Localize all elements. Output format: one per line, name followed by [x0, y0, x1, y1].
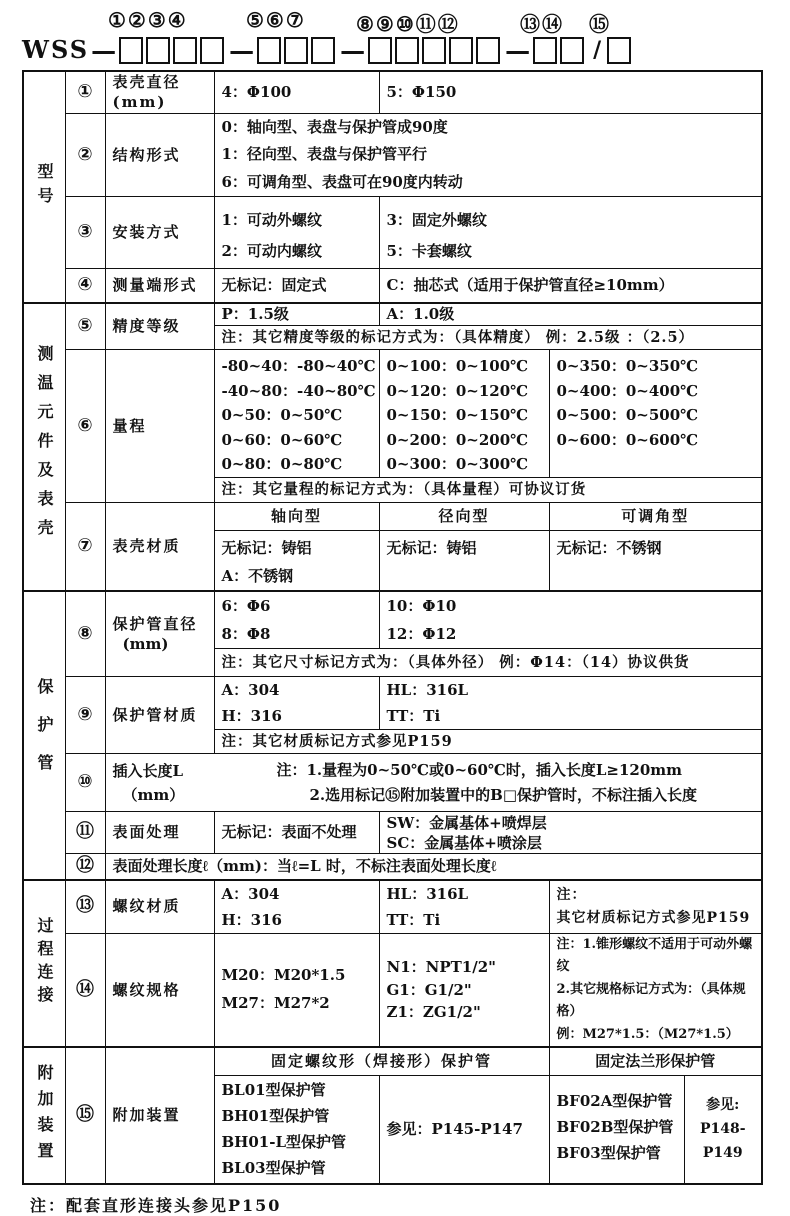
model-prefix: WSS	[22, 35, 90, 64]
item10-number: ⑩	[65, 754, 105, 812]
tube-model: BH01型保护管	[221, 1107, 330, 1126]
dash-separator: —	[91, 35, 117, 65]
code-box	[368, 37, 392, 64]
item15-number: ⑮	[65, 1047, 105, 1184]
item9-options-left	[214, 677, 379, 730]
item13-options-left	[214, 880, 379, 934]
code-box	[476, 37, 500, 64]
code-box	[449, 37, 473, 64]
item3-option1: 1：可动外螺纹	[221, 211, 322, 229]
item13-note-line: 注：	[556, 887, 587, 903]
item3-name: 安装方式	[105, 197, 214, 269]
item14-note	[549, 933, 762, 1047]
group-accessory	[23, 1047, 65, 1184]
item11-number: ⑪	[65, 812, 105, 854]
range-option: 0~60：0~60℃	[221, 430, 343, 449]
page	[0, 8, 790, 1215]
item11-name: 表面处理	[105, 812, 214, 854]
item5-option2: A：1.0级	[379, 303, 762, 326]
item15-col1	[214, 1075, 379, 1184]
item12-text: 表面处理长度ℓ（mm)：当ℓ=L 时，不标注表面处理长度ℓ	[105, 854, 762, 880]
item10-name	[113, 759, 209, 807]
item14-note-line: 2.其它规格标记方式为：（具体规格）	[556, 981, 746, 1019]
range-option: 0~350：0~350℃	[556, 357, 699, 375]
item9-option: H：316	[221, 707, 282, 725]
item7-option: 无标记：不锈钢	[556, 538, 662, 557]
item11-options-right	[379, 812, 762, 854]
range-option: 0~600：0~600℃	[556, 430, 699, 449]
dash-separator: —	[505, 35, 531, 65]
item9-note: 注：其它材质标记方式参见P159	[214, 730, 762, 754]
item4-option1: 无标记：固定式	[214, 269, 379, 303]
item2-options	[214, 113, 762, 197]
item1-name: 表壳直径(mm)	[105, 71, 214, 113]
item11-option: SC：金属基体+喷涂层	[386, 833, 542, 852]
code-box	[284, 37, 308, 64]
range-option: 0~150：0~150℃	[386, 406, 529, 424]
item8-name-line1: 保护管直径	[112, 614, 198, 633]
digit-group-2: ⑤⑥⑦	[246, 8, 306, 32]
tube-model: BL03型保护管	[221, 1159, 326, 1178]
item14-number: ⑭	[65, 933, 105, 1047]
item8-option: 12：Φ12	[386, 624, 457, 643]
range-option: 0~200：0~200℃	[386, 430, 529, 449]
item7-header-adjustable: 可调角型	[549, 502, 762, 530]
item13-number: ⑬	[65, 880, 105, 934]
item6-range-col1	[214, 350, 379, 478]
item7-col1	[214, 530, 379, 591]
code-box	[607, 37, 631, 64]
item14-options-mid	[379, 933, 549, 1047]
item13-option: A：304	[221, 884, 280, 903]
range-option: 0~500：0~500℃	[556, 406, 699, 424]
code-box	[119, 37, 143, 64]
item8-number: ⑧	[65, 591, 105, 677]
range-option: 0~300：0~300℃	[386, 455, 529, 473]
item2-name: 结构形式	[105, 113, 214, 197]
item3-options-left	[214, 197, 379, 269]
item2-option3: 6：可调角型、表盘可在90度内转动	[221, 172, 463, 191]
item14-option: N1：NPT1/2"	[386, 958, 496, 976]
item8-options-right	[379, 591, 762, 649]
item9-name: 保护管材质	[105, 677, 214, 754]
item6-range-col2	[379, 350, 549, 478]
digit-group-3: ⑧⑨⑩⑪⑫	[356, 12, 460, 36]
selection-spec-table	[22, 70, 763, 1185]
range-option: -80~40：-80~40℃	[221, 357, 376, 375]
item8-option: 10：Φ10	[386, 596, 457, 615]
item14-note-line: 例：M27*1.5：（M27*1.5）	[556, 1026, 739, 1042]
item14-note-line: 注：1.锥形螺纹不适用于可动外螺纹	[556, 936, 753, 974]
item11-option1: 无标记：表面不处理	[214, 812, 379, 854]
item13-option: HL：316L	[386, 884, 469, 903]
item6-name: 量程	[105, 350, 214, 503]
item3-option3: 3：固定外螺纹	[386, 211, 487, 229]
item15-col3	[549, 1075, 684, 1184]
item14-options-left	[214, 933, 379, 1047]
item6-number: ⑥	[65, 350, 105, 503]
slash-separator: /	[593, 37, 602, 63]
code-box	[311, 37, 335, 64]
item4-number: ④	[65, 269, 105, 303]
item14-option: M20：M20*1.5	[221, 966, 346, 985]
item6-range-col3	[549, 350, 762, 478]
code-box-group-5	[607, 37, 634, 64]
code-box	[146, 37, 170, 64]
item8-name-line2: (mm)	[122, 634, 169, 653]
item13-option: H：316	[221, 910, 282, 929]
item13-note	[549, 880, 762, 934]
item1-option1: 4：Φ100	[214, 71, 379, 113]
code-box	[533, 37, 557, 64]
item7-option: 无标记：铸铝	[386, 538, 477, 557]
item14-option: Z1：ZG1/2"	[386, 1003, 481, 1021]
tube-model: BL01型保护管	[221, 1081, 326, 1100]
item7-header-radial: 径向型	[379, 502, 549, 530]
item4-option2: C：抽芯式（适用于保护管直径≥10mm）	[379, 269, 762, 303]
code-box	[257, 37, 281, 64]
range-option: -40~80：-40~80℃	[221, 381, 376, 400]
range-option: 0~120：0~120℃	[386, 381, 529, 400]
item5-note: 注：其它精度等级的标记方式为：（具体精度） 例：2.5级 ：（2.5）	[214, 326, 762, 350]
item3-option2: 2：可动内螺纹	[221, 242, 322, 260]
group-tube-label: 保护管	[35, 678, 55, 792]
item8-name	[105, 591, 214, 677]
item14-name: 螺纹规格	[105, 933, 214, 1047]
item6-note: 注：其它量程的标记方式为：（具体量程）可协议订货	[214, 477, 762, 502]
item8-option: 6：Φ6	[221, 596, 271, 615]
item15-header-flanged: 固定法兰形保护管	[549, 1047, 762, 1075]
item7-col2	[379, 530, 549, 591]
item2-option1: 0：轴向型、表盘与保护管成90度	[221, 117, 448, 136]
item10-cell	[105, 754, 762, 812]
item1-number: ①	[65, 71, 105, 113]
item5-option1: P：1.5级	[214, 303, 379, 326]
item13-note-line: 其它材质标记方式参见P159	[556, 909, 751, 926]
code-box	[395, 37, 419, 64]
code-box-group-4	[533, 37, 587, 64]
code-box-group-2	[257, 37, 338, 64]
item15-name: 附加装置	[105, 1047, 214, 1184]
item15-header-threaded: 固定螺纹形（焊接形）保护管	[214, 1047, 549, 1075]
item7-option: 无标记：铸铝	[221, 538, 312, 557]
item5-number: ⑤	[65, 303, 105, 350]
group-element-case	[23, 303, 65, 591]
code-box	[173, 37, 197, 64]
item8-options-left	[214, 591, 379, 649]
item11-option: SW：金属基体+喷焊层	[386, 813, 547, 832]
item14-option: G1：G1/2"	[386, 980, 472, 999]
item8-note: 注：其它尺寸标记方式为：（具体外径） 例：Φ14：（14）协议供货	[214, 649, 762, 677]
code-box-group-1	[119, 37, 227, 64]
item13-name: 螺纹材质	[105, 880, 214, 934]
item3-option4: 5：卡套螺纹	[386, 242, 472, 260]
dash-separator: —	[229, 35, 255, 65]
item10-note-line1: 注：1.量程为0~50℃或0~60℃时，插入长度L≥120mm	[276, 760, 683, 779]
item9-option: HL：316L	[386, 681, 469, 699]
item10-note-line2: 2.选用标记⑮附加装置中的B□保护管时，不标注插入长度	[309, 785, 698, 804]
item4-name: 测量端形式	[105, 269, 214, 303]
item13-option: TT：Ti	[386, 910, 441, 929]
group-model	[23, 71, 65, 303]
group-model-label: 型号	[35, 162, 55, 211]
ordering-code-line	[22, 35, 790, 65]
code-box	[200, 37, 224, 64]
code-box	[422, 37, 446, 64]
tube-model: BF02A型保护管	[556, 1091, 673, 1110]
item3-options-right	[379, 197, 762, 269]
code-box	[560, 37, 584, 64]
tube-model: BF02B型保护管	[556, 1117, 674, 1136]
item10-note	[277, 758, 698, 808]
digit-group-4: ⑬⑭	[520, 12, 564, 36]
tube-model: BH01-L型保护管	[221, 1133, 346, 1152]
item8-option: 8：Φ8	[221, 624, 271, 643]
item15-ref-flanged	[684, 1075, 762, 1184]
item9-option: TT：Ti	[386, 707, 441, 725]
item9-options-right	[379, 677, 762, 730]
item2-option2: 1：径向型、表盘与保护管平行	[221, 145, 427, 163]
item7-number: ⑦	[65, 502, 105, 591]
digit-group-5: ⑮	[589, 12, 611, 36]
item3-number: ③	[65, 197, 105, 269]
group-accessory-label: 附加装置	[35, 1063, 55, 1168]
range-option: 0~50：0~50℃	[221, 406, 343, 424]
item10-name-line2: （mm）	[122, 785, 185, 804]
group-element-case-label: 测温元件及表壳	[35, 345, 55, 548]
code-digits-row	[0, 8, 790, 34]
group-process-label: 过程连接	[35, 917, 55, 1010]
range-option: 0~80：0~80℃	[221, 455, 343, 473]
dash-separator: —	[340, 35, 366, 65]
item9-number: ⑨	[65, 677, 105, 754]
ref-line: P148-P149	[699, 1121, 746, 1162]
item7-name: 表壳材质	[105, 502, 214, 591]
tube-model: BF03型保护管	[556, 1143, 661, 1162]
group-process	[23, 880, 65, 1048]
item7-header-axial: 轴向型	[214, 502, 379, 530]
item10-name-line1: 插入长度L	[112, 761, 184, 780]
item1-option2: 5：Φ150	[379, 71, 762, 113]
item5-name: 精度等级	[105, 303, 214, 350]
item13-options-mid	[379, 880, 549, 934]
group-tube	[23, 591, 65, 880]
item14-option: M27：M27*2	[221, 993, 330, 1012]
item12-number: ⑫	[65, 854, 105, 880]
code-box-group-3	[368, 37, 503, 64]
range-option: 0~400：0~400℃	[556, 381, 699, 400]
item15-ref-threaded: 参见：P145-P147	[379, 1075, 549, 1184]
item2-number: ②	[65, 113, 105, 197]
item7-col3	[549, 530, 762, 591]
range-option: 0~100：0~100℃	[386, 357, 529, 375]
ref-line: 参见:	[706, 1097, 740, 1114]
item7-option: A：不锈钢	[221, 566, 294, 585]
footer-note: 注：配套直形连接头参见P150	[30, 1196, 282, 1215]
digit-group-1: ①②③④	[108, 8, 188, 32]
item9-option: A：304	[221, 681, 280, 699]
